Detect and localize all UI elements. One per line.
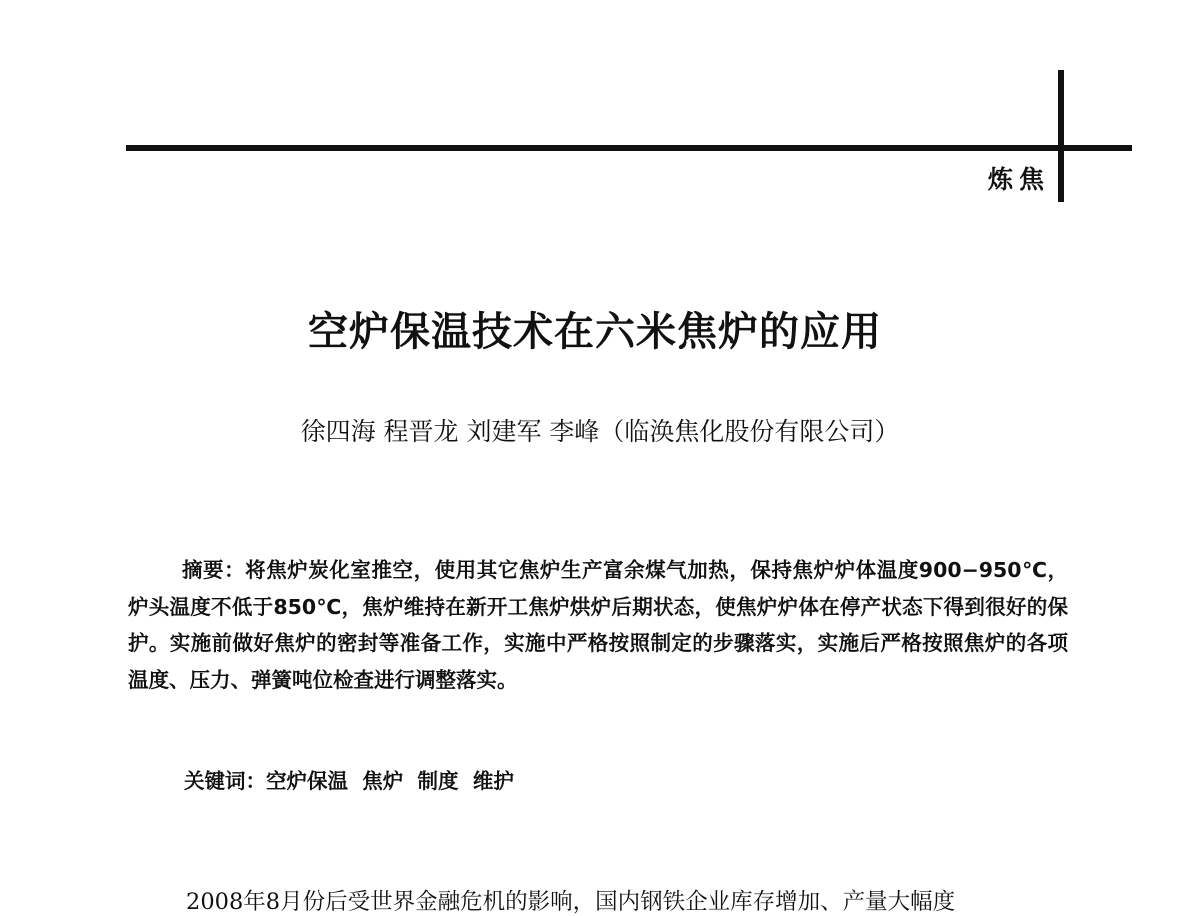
body-text-line: 2008年8月份后受世界金融危机的影响，国内钢铁企业库存增加、产量大幅度: [186, 889, 956, 915]
article-title: 空炉保温技术在六米焦炉的应用: [308, 308, 882, 355]
author-byline: 徐四海 程晋龙 刘建军 李峰（临涣焦化股份有限公司）: [300, 417, 900, 446]
keywords-line: 关键词：空炉保温 焦炉 制度 维护: [184, 769, 514, 793]
header-rule: [126, 145, 1132, 151]
abstract-paragraph: 摘要：将焦炉炭化室推空，使用其它焦炉生产富余煤气加热，保持焦炉炉体温度900−950℃，炉头温度不低于850℃，焦炉维持在新开工焦炉烘炉后期状态，使焦炉炉体在停产状态下得到很好的保护。实施前做好焦炉的密封等准备工作，实施中严格按照制定的步骤落实，实施后严格按照焦炉的各项温度、压力、弹簧吨位检查进行调整落实。: [128, 558, 1068, 692]
header-vertical-rule: [1058, 70, 1064, 202]
section-label: 炼焦: [987, 165, 1050, 194]
